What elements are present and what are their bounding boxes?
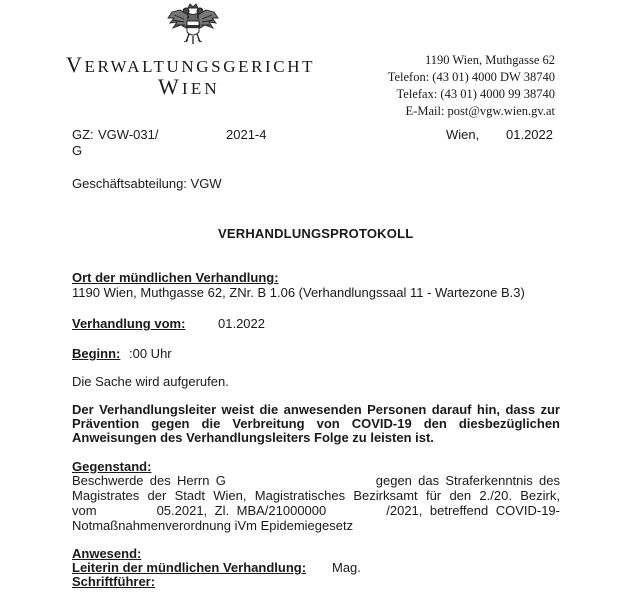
gz-value: VGW-031/	[98, 127, 159, 142]
court-name-line1: VERWALTUNGSGERICHT	[66, 52, 316, 77]
hearing-date-label: Verhandlung vom:	[72, 316, 186, 331]
court-name-line1-text: ERWALTUNGSGERICHT	[84, 57, 316, 76]
notice-line-1: Der Verhandlungsleiter weist die anwesenden Personen darauf hin, dass zur	[72, 402, 560, 417]
hearing-date-value: 01.2022	[218, 316, 265, 331]
present-heading: Anwesend:	[72, 546, 142, 561]
court-name-line2-text: IEN	[181, 79, 220, 98]
court-name-line2: WIEN	[158, 74, 220, 99]
gz-suffix: G	[72, 143, 83, 158]
document-place: Wien,	[446, 127, 480, 142]
start-value: :00 Uhr	[129, 346, 172, 361]
subject-line-3: vom 05.2021, Zl. MBA/21000000 /2021, betreffend COVID-19-	[72, 503, 560, 518]
austrian-eagle-coat-of-arms-icon	[164, 2, 222, 46]
chair-label: Leiterin der mündlichen Verhandlung:	[72, 560, 307, 575]
gz-label: GZ:	[72, 127, 94, 142]
notice-line-3: Anweisungen des Verhandlungsleiters Folge zu leisten ist.	[72, 430, 434, 445]
department: Geschäftsabteilung: VGW	[72, 176, 222, 191]
case-called-text: Die Sache wird aufgerufen.	[72, 374, 229, 389]
chair-value: Mag.	[332, 560, 361, 575]
subject-heading: Gegenstand:	[72, 459, 152, 474]
court-fax: Telefax: (43 01) 4000 99 38740	[396, 87, 555, 101]
location-value: 1190 Wien, Muthgasse 62, ZNr. B 1.06 (Verhandlungssaal 11 - Wartezone B.3)	[72, 285, 525, 300]
court-address: 1190 Wien, Muthgasse 62	[424, 53, 555, 67]
subject-line-2: Magistrates der Stadt Wien, Magistratisches Bezirksamt für den 2./20. Bezirk,	[72, 488, 560, 503]
subject-line-4: Notmaßnahmenverordnung iVm Epidemiegesetz	[72, 518, 354, 533]
start-label: Beginn:	[72, 346, 121, 361]
gz-year: 2021-4	[226, 127, 267, 142]
court-phone: Telefon: (43 01) 4000 DW 38740	[387, 70, 555, 84]
subject-line-1: Beschwerde des Herrn G gegen das Straferkenntnis des	[72, 473, 560, 488]
document-date: 01.2022	[506, 127, 553, 142]
notice-line-2: Prävention gegen die Verbreitung von COVID-19 den diesbezüglichen	[72, 416, 560, 431]
location-heading: Ort der mündlichen Verhandlung:	[72, 270, 279, 285]
clerk-label: Schriftführer:	[72, 574, 156, 589]
document-title: VERHANDLUNGSPROTOKOLL	[218, 226, 414, 241]
court-email: E-Mail: post@vgw.wien.gv.at	[405, 104, 555, 118]
